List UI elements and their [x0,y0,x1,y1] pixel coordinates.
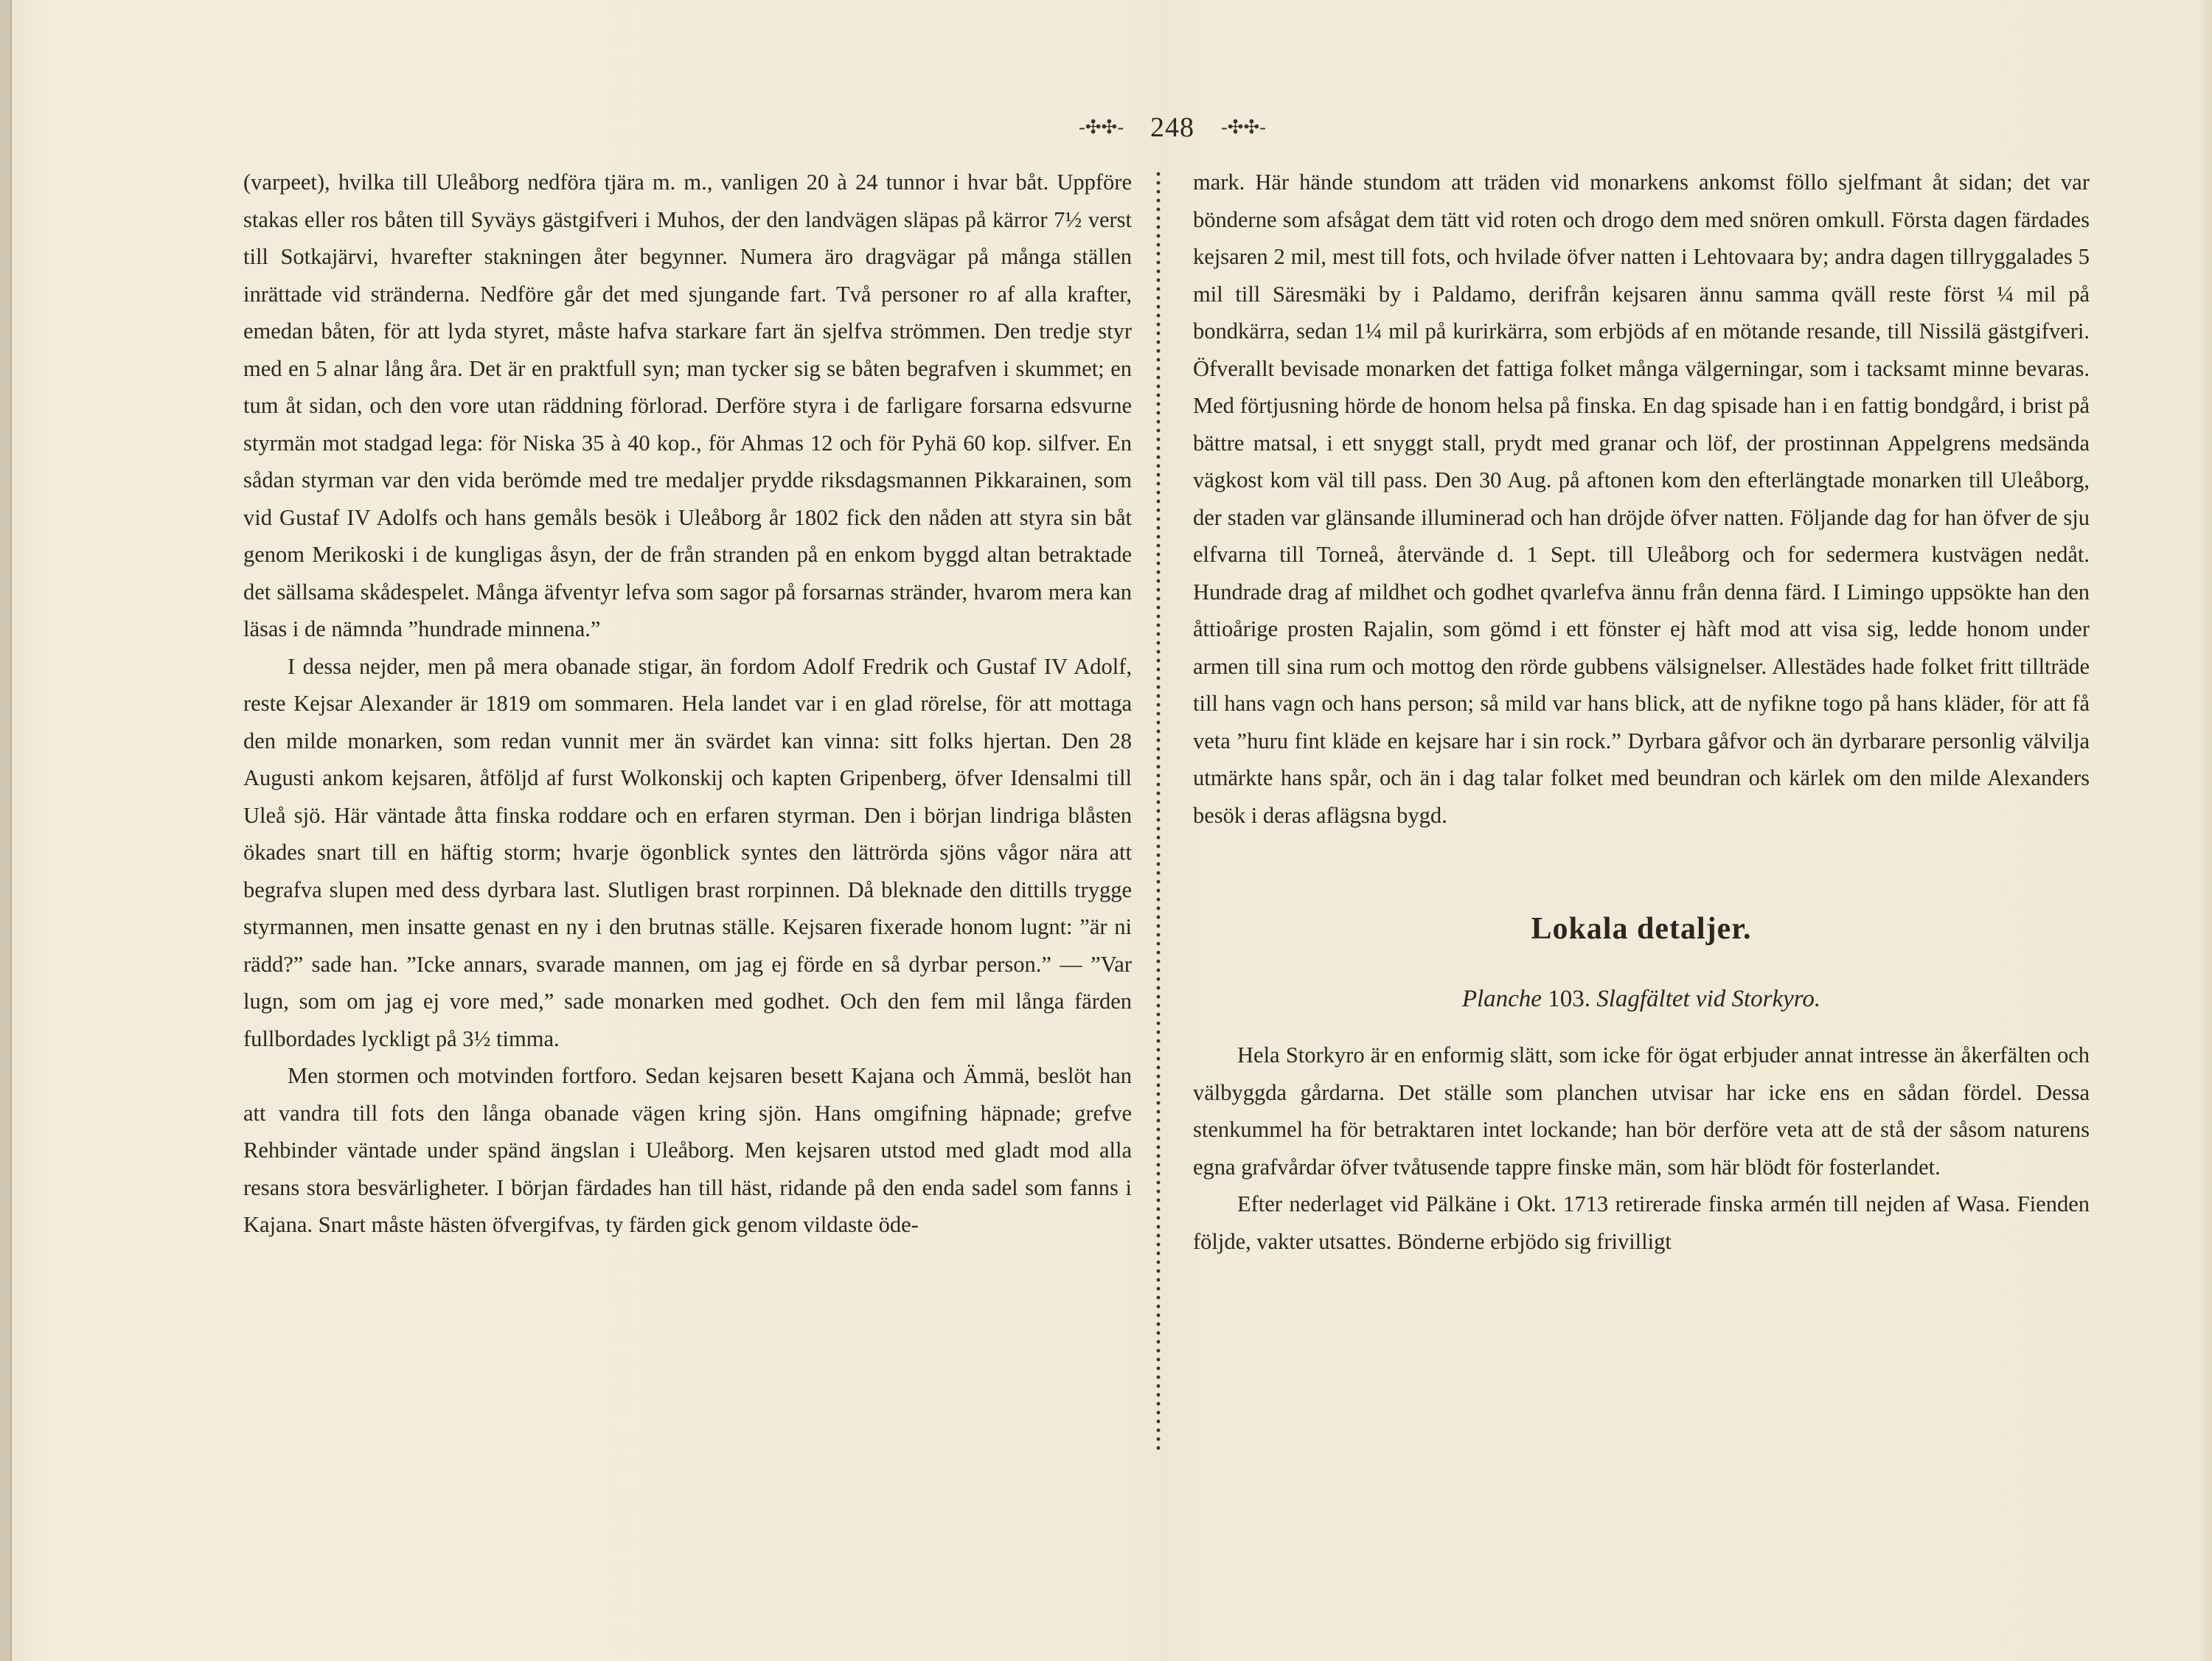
paragraph: mark. Här hände stundom att träden vid monarkens ankomst föllo sjelfmant åt sidan; det var bönderne som afsågat dem tätt vid roten och drogo dem med snören omkull. Första dagen färdades kejsaren 2 mil, mest till fots, och hvilade öfver natten i Lehtovaara by; andra dagen tillryggalades 5 mil till Säresmäki by i Paldamo, derifrån kejsaren ännu samma qväll reste först ¼ mil på bondkärra, sedan 1¼ mil på kurirkärra, som erbjöds af en mötande resande, till Nissilä gästgifveri. Öfverallt bevisade monarken det fattiga folket många välgerningar, som i tacksamt minne bevaras. Med förtjusning hörde de honom helsa på finska. En dag spisade han i en fattig bondgård, i brist på bättre matsal, i ett snyggt stall, prydt med granar och löf, der prostinnan Appelgrens medsända vägkost kom väl till pass. Den 30 Aug. på aftonen kom den efterlängtade monarken till Uleåborg, der staden var glänsande illuminerad och han dröjde öfver natten. Följande dag for han öfver de sju elfvarna till Torneå, återvände d. 1 Sept. till Uleåborg och for sedermera kustvägen nedåt. Hundrade drag af mildhet och godhet qvarlefva ännu från denna färd. I Limingo uppsökte han den åttioårige prosten Rajalin, som gömd i ett fönster ej hàft mod att visa sig, ledde honom under armen till sina rum och mottog den rörde gubbens välsignelser. Allestädes hade folket fritt tillträde till hans vagn och hans person; så mild var hans blick, att de nyfikne togo på hans kläder, för att få veta ”huru fint kläde en kejsare har i sin rock.” Dyrbara gåfvor och än dyrbarare personlig välvilja utmärkte hans spår, och än i dag talar folket med beundran och kärlek om den milde Alexanders besök i deras aflägsna bygd. [1193,170,2090,828]
column-divider [1155,170,1162,1452]
left-column [243,164,1132,1244]
ornament-right-icon: -✣✣- [1221,116,1266,138]
paragraph: Men stormen och motvinden fortforo. Sedan kejsaren besett Kajana och Ämmä, beslöt han att vandra till fots den långa obanade vägen kring sjön. Hans omgifning häpnade; grefve Rehbinder väntade under spänd ängslan i Uleåborg. Men kejsaren utstod med gladt mod alla resans stora besvärligheter. I början färdades han till häst, ridande på den enda sadel som fanns i Kajana. Snart måste hästen öfvergifvas, ty färden gick genom vildaste öde- [243,1063,1132,1237]
plate-title: Slagfältet vid Storkyro. [1596,985,1821,1012]
page-number: 248 [1150,112,1194,143]
right-column [1193,164,2090,1260]
paragraph: I dessa nejder, men på mera obanade stigar, än fordom Adolf Fredrik och Gustaf IV Adolf, reste Kejsar Alexander är 1819 om sommaren. Hela landet var i en glad rörelse, för att mottaga den milde monarken, som redan vunnit mer än svärdet kan vinna: sitt folks hjertan. Den 28 Augusti ankom kejsaren, åtföljd af furst Wolkonskij och kapten Gripenberg, öfver Idensalmi till Uleå sjö. Här väntade åtta finska roddare och en erfaren styrman. Den i början lindriga blåsten ökades snart till en häftig storm; hvarje ögonblick syntes den lättrörda sjöns vågor nära att begrafva slupen med dess dyrbara last. Slutligen brast rorpinnen. Då bleknade den dittills trygge styrmannen, men insatte genast en ny i den brutnas ställe. Kejsaren fixerade honom lugnt: ”är ni rädd?” sade han. ”Icke annars, svarade mannen, om jag ej förde en så dyrbar person.” — ”Var lugn, som om jag ej vore med,” sade monarken med godhet. Och den fem mil långa färden fullbordades lyckligt på 3½ timma. [243,653,1132,1051]
paragraph: Hela Storkyro är en enformig slätt, som icke för ögat erbjuder annat intresse än åkerfälten och välbyggda gårdarna. Det ställe som planchen utvisar har icke ens en sådan fördel. Dessa stenkummel ha för betraktaren intet lockande; han bör derföre veta att de stå der såsom naturens egna grafvårdar öfver tvåtusende tappre finske män, som här blödt för fosterlandet. [1193,1042,2090,1180]
section-title: Lokala detaljer. [1531,912,1752,946]
page-header [1018,109,1327,146]
page-edge [0,0,12,1661]
plate-number: 103. [1548,985,1590,1012]
paragraph: Efter nederlaget vid Pälkäne i Okt. 1713 retirerade finska armén till nejden af Wasa. Fienden följde, vakter utsattes. Bönderne erbjödo sig frivilligt [1193,1191,2090,1254]
plate-label: Planche [1461,985,1542,1012]
plate-caption [1193,981,2090,1018]
paragraph: (varpeet), hvilka till Uleåborg nedföra tjära m. m., vanligen 20 à 24 tunnor i hvar båt. Uppföre stakas eller ros båten till Syväys gästgifveri i Muhos, der den landvägen släpas på kärror 7½ verst till Sotkajärvi, hvarefter stakningen åter begynner. Numera äro dragvägar på många ställen inrättade vid stränderna. Nedföre går det med sjungande fart. Två personer ro af alla krafter, emedan båten, för att lyda styret, måste hafva starkare fart än sjelfva strömmen. Den tredje styr med en 5 alnar lång åra. Det är en praktfull syn; man tycker sig se båten begrafven i skummet; en tum åt sidan, och den vore utan räddning förlorad. Derföre styra i de farligare forsarna edsvurne styrmän mot stadgad lega: för Niska 35 à 40 kop., för Ahmas 12 och för Pyhä 60 kop. silfver. En sådan styrman var den vida berömde med tre medaljer prydde riksdagsmannen Pikkarainen, som vid Gustaf IV Adolfs och hans gemåls besök i Uleåborg år 1802 fick den nåden att styra sin båt genom Merikoski i de kungligas åsyn, der de från stranden på en enkom byggd altan betraktade det sällsama skådespelet. Många äfventyr lefva som sagor på forsarnas stränder, hvarom mera kan läsas i de nämnda ”hundrade minnena.” [243,170,1132,641]
ornament-left-icon: -✣✣- [1079,116,1124,138]
